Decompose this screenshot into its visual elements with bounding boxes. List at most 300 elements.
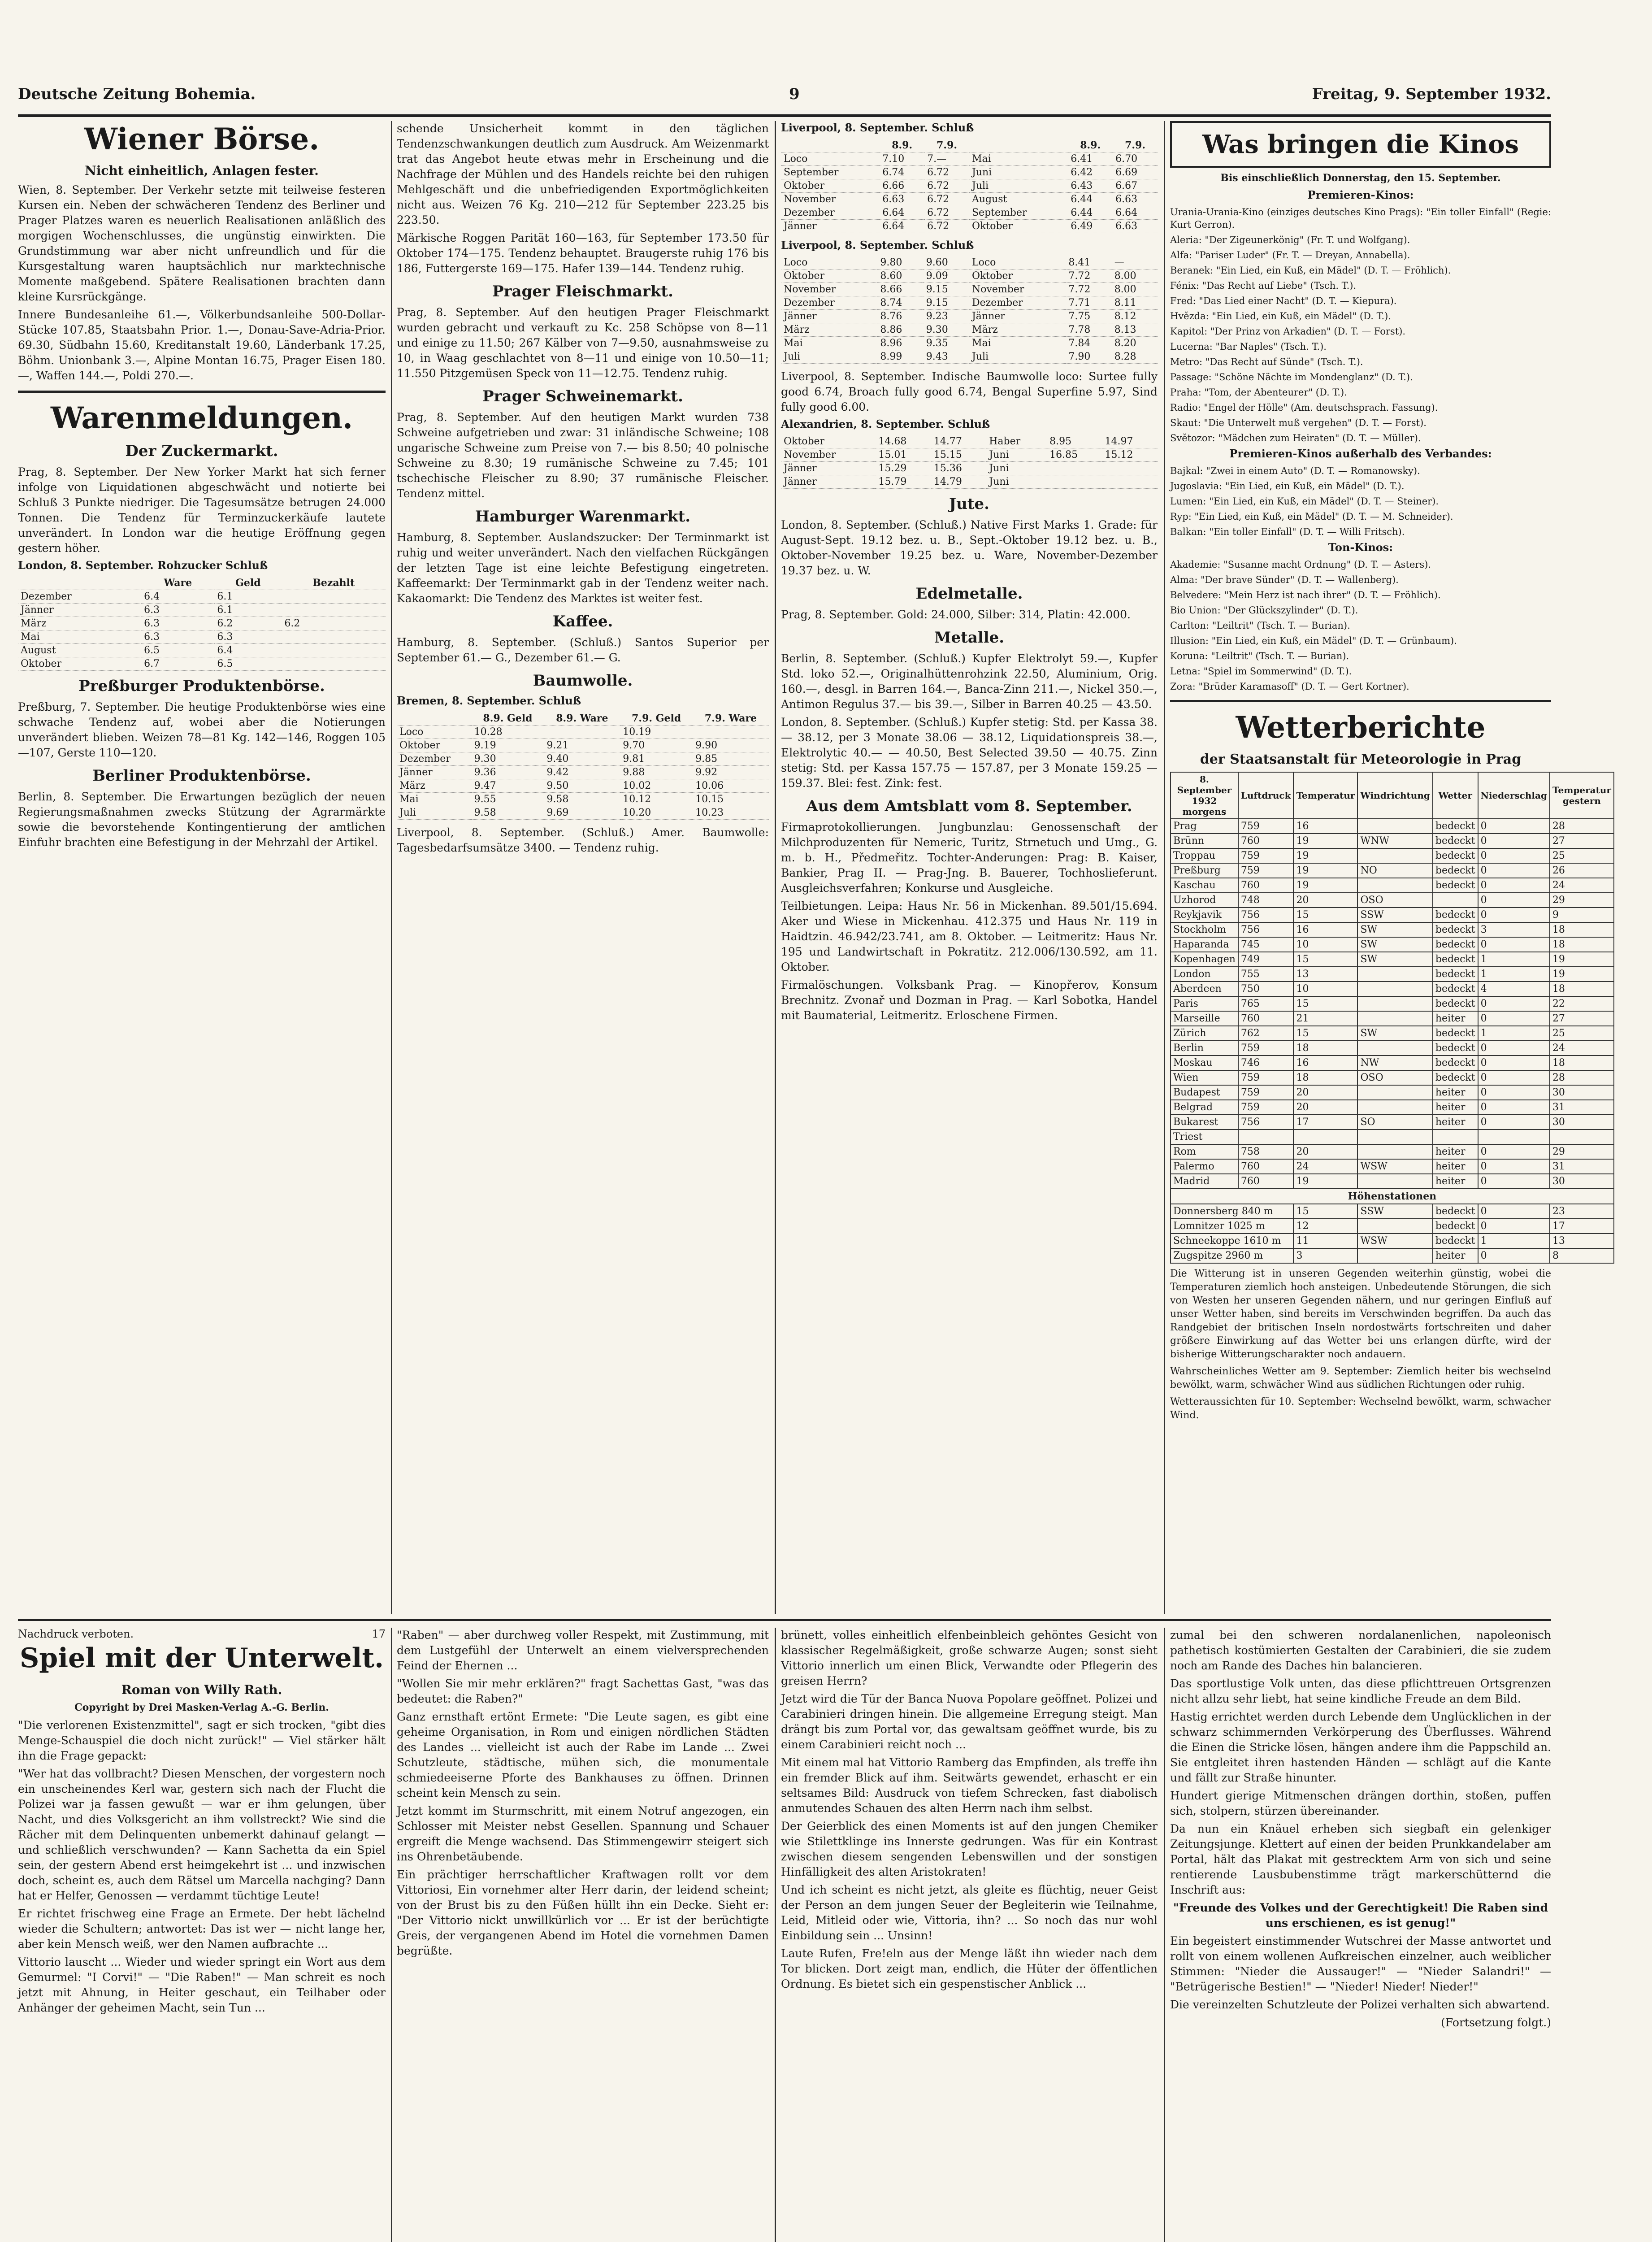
table-cell: 13	[1550, 1234, 1614, 1248]
roman-paragraph: Hastig errichtet werden durch Lebende dem Unglücklichen in der schwarz schimmernden Verkörperung des Überflusses. Während die Einen die Stricke lösen, hängen andere ihm die Pappschild an. Sie entgleitet ihren hastenden Händen — schlägt auf die Kante und fällt zur Straße hinunter.	[1170, 1710, 1551, 1784]
table-row	[1171, 1144, 1614, 1159]
table-cell: Oktober	[397, 739, 472, 752]
table-cell: bedeckt	[1433, 1026, 1478, 1041]
table-cell: 0	[1478, 863, 1550, 878]
table-header: 7.9. Ware	[693, 712, 769, 726]
table-cell: 765	[1238, 996, 1294, 1011]
table-cell: Rom	[1171, 1144, 1238, 1159]
table-cell: 6.2	[282, 617, 386, 630]
roman-paragraph: brünett, volles einheitlich elfenbeinbleich gehöntes Gesicht von klassischer Regelmäßigkeit, große schwarze Augen; sonst sieht Vittorio innerlich um einen Blick, Verwandte oder Pflegerin des greisen Herrn?	[781, 1629, 1158, 1687]
table-cell: 9.88	[620, 766, 693, 779]
market-paragraph: schende Unsicherheit kommt in den täglichen Tendenzschwankungen deutlich zum Ausdruck. Am Weizenmarkt trat das Angebot heute etwas mehr in Erscheinung und die Nachfrage der Mühlen und des Handels reichte bei den ruhigen Mehlgeschäft und die unbefriedigenden Exportmöglichkeiten nicht aus. Weizen 76 Kg. 210—212 für September 223.25 bis 223.50.	[397, 122, 769, 226]
table-header: 7.9.	[1113, 139, 1158, 152]
table-cell: Uzhorod	[1171, 893, 1238, 908]
table-cell: 0	[1478, 1144, 1550, 1159]
table-cell	[282, 657, 386, 671]
table-cell	[1102, 462, 1158, 475]
table-cell	[1357, 1041, 1432, 1056]
table-cell: Oktober	[781, 179, 880, 193]
table-cell: 15.36	[931, 462, 986, 475]
table-cell: heiter	[1433, 1011, 1478, 1026]
table-row	[781, 193, 1158, 206]
table-cell: 10.12	[620, 793, 693, 806]
amtsblatt-text: Firmalöschungen. Volksbank Prag. — Kinopřerov, Konsum Brechnitz. Zvonař und Dozman in Prag. — Karl Sobotka, Handel mit Baumaterial, Leitmeritz. Erloschene Firmen.	[781, 978, 1158, 1022]
table-cell	[544, 726, 620, 739]
table-cell: Mai	[781, 337, 877, 350]
table-cell	[1357, 1100, 1432, 1115]
table-cell: 748	[1238, 893, 1294, 908]
table-cell: —	[1112, 256, 1158, 269]
hamburg-text: Hamburg, 8. September. Auslandszucker: Der Terminmarkt ist ruhig und weiter unverändert. Nach den vielfachen Rückgängen der letzten Tage ist eine leichte Befestigung eingetreten. Kaffeemarkt: Der Terminmarkt gab in der Tendenz weiter nach. Kakaomarkt: Die Tendenz des Marktes ist weiter fest.	[397, 531, 769, 605]
liverpool-table	[781, 139, 1158, 233]
table-cell: 745	[1238, 937, 1294, 952]
table-cell: heiter	[1433, 1248, 1478, 1263]
berlin-text: Berlin, 8. September. Die Erwartungen bezüglich der neuen Regierungsmaßnahmen zwecks Stützung der Agrarmärkte sowie die bevorstehende Kontingentierung der amtlichen Einfuhr brachten eine Befestigung in der Mehrzahl der Artikel.	[18, 790, 386, 849]
page-number: 9	[789, 85, 800, 103]
table-cell: 7.75	[1066, 310, 1111, 323]
table-cell: Reykjavik	[1171, 908, 1238, 922]
table-cell: 15.12	[1102, 448, 1158, 462]
table-cell: 0	[1478, 937, 1550, 952]
table-row	[1171, 1159, 1614, 1174]
table-cell: Jänner	[18, 604, 141, 617]
roman-paragraph: Ein prächtiger herrschaftlicher Kraftwagen rollt vor dem Vittoriosi, Ein vornehmer alter Herr darin, der leidend scheint; von der Brust bis zu den Füßen hüllt ihn ein Decke. Sieht er: "Der Vittorio nickt unwillkürlich vor ... Er ist der berüchtigte Greis, der vergangenen Abend im Hotel die vornehmen Damen begrüßte.	[397, 1868, 769, 1957]
table-cell: 9.30	[472, 752, 544, 766]
table-header: Bezahlt	[282, 576, 386, 590]
table-cell: 17	[1293, 1115, 1357, 1130]
table-cell: 6.63	[880, 193, 924, 206]
roman-paragraph: Laute Rufen, Fre!eln aus der Menge läßt ihn wieder nach dem Tor blicken. Dort zeigt man, endlich, die Hüter der öffentlichen Ordnung. Es bietet sich ein gespenstischer Anblick ...	[781, 1947, 1158, 1990]
table-cell: 0	[1478, 1070, 1550, 1085]
table-cell: 31	[1550, 1100, 1614, 1115]
table-header: Niederschlag	[1478, 772, 1550, 819]
table-cell: 9.15	[924, 283, 969, 296]
roman-paragraph: Mit einem mal hat Vittorio Ramberg das Empfinden, als treffe ihn ein fremder Blick auf ihm. Seitwärts gewendet, erhascht er ein seltsames Bild: Ausdruck von tiefem Schrecken, fast diabolisch anmutendes Schauen des alten Herrn nach ihm selbst.	[781, 1756, 1158, 1815]
table-cell: 6.5	[141, 644, 214, 657]
table-cell: Berlin	[1171, 1041, 1238, 1056]
table-cell: 8.28	[1112, 350, 1158, 364]
table-cell: 756	[1238, 908, 1294, 922]
table-cell: SSW	[1357, 908, 1432, 922]
table-header-row	[781, 139, 1158, 152]
metalle-text: Berlin, 8. September. (Schluß.) Kupfer Elektrolyt 59.—, Kupfer Std. loko 52.—, Originalhüttenrohzink 22.50, Aluminium, Orig. 160.—, desgl. in Barren 164.—, Banca-Zinn 211.—, Nickel 350.—, Antimon Regulus 37.— bis 39.—, Silber in Barren 40.25 — 43.50.	[781, 652, 1158, 711]
table-row	[781, 296, 1158, 310]
table-row	[781, 350, 1158, 364]
kino-entry: Urania-Urania-Kino (einziges deutsches Kino Prags): "Ein toller Einfall" (Regie: Kurt Gerron).	[1170, 207, 1551, 230]
table-cell: 9.40	[544, 752, 620, 766]
header-left: Deutsche Zeitung Bohemia.	[18, 85, 256, 103]
table-cell: 18	[1550, 982, 1614, 996]
table-cell: 10.15	[693, 793, 769, 806]
table-row	[397, 766, 769, 779]
table-cell: 8.76	[877, 310, 923, 323]
table-cell: Stockholm	[1171, 922, 1238, 937]
table-cell: 30	[1550, 1115, 1614, 1130]
table-cell: 30	[1550, 1174, 1614, 1189]
table-cell: September	[969, 206, 1068, 220]
table-cell	[1478, 1130, 1550, 1144]
table-cell: 6.4	[214, 644, 282, 657]
table-cell: Bukarest	[1171, 1115, 1238, 1130]
table-cell: Jänner	[397, 766, 472, 779]
table-cell: bedeckt	[1433, 1204, 1478, 1219]
pressburg-title: Preßburger Produktenbörse.	[78, 677, 325, 695]
table-cell: 0	[1478, 996, 1550, 1011]
table-cell: 19	[1293, 1174, 1357, 1189]
table-cell: 28	[1550, 1070, 1614, 1085]
table-cell: 26	[1550, 863, 1614, 878]
table-cell: 0	[1478, 1085, 1550, 1100]
table-cell: 29	[1550, 893, 1614, 908]
indische-text: Liverpool, 8. September. Indische Baumwolle loco: Surtee fully good 6.74, Broach fully good 6.74, Bengal Superfine 5.97, Sind fully good 6.00.	[781, 370, 1158, 413]
table-cell: Zugspitze 2960 m	[1171, 1248, 1293, 1263]
table-row	[1171, 1085, 1614, 1100]
roman-copyright: Copyright by Drei Masken-Verlag A.-G. Berlin.	[74, 1702, 329, 1713]
table-cell: bedeckt	[1433, 1219, 1478, 1234]
kino-entry: Bio Union: "Der Glückszylinder" (D. T.).	[1170, 605, 1358, 616]
table-cell: WSW	[1357, 1234, 1432, 1248]
section-rule	[1170, 700, 1551, 702]
table-cell: 8.60	[877, 269, 923, 283]
table-cell: 15	[1293, 1026, 1357, 1041]
roman-column-2	[397, 1628, 769, 2242]
liverpool2-heading: Liverpool, 8. September. Schluß	[781, 239, 974, 252]
roman-slogan: "Freunde des Volkes und der Gerechtigkeit! Die Raben sind uns erschienen, es ist genug!"	[1173, 1901, 1548, 1929]
table-cell: 9.30	[924, 323, 969, 337]
table-cell: 8.11	[1112, 296, 1158, 310]
table-cell: 16	[1293, 819, 1357, 834]
table-cell: 0	[1478, 1115, 1550, 1130]
kino-entry: Zora: "Brüder Karamasoff" (D. T. — Gert Kortner).	[1170, 681, 1409, 692]
table-row	[397, 739, 769, 752]
kino-entry: Akademie: "Susanne macht Ordnung" (D. T. — Asters).	[1170, 559, 1431, 570]
table-cell: 6.3	[141, 630, 214, 644]
table-cell: Dezember	[969, 296, 1066, 310]
weather-table	[1170, 772, 1614, 1264]
boerse-paragraph: Innere Bundesanleihe 61.—, Völkerbundsanleihe 500-Dollar-Stücke 107.85, Staatsbahn Prior. 1.—, Donau-Save-Adria-Prior. 69.30, Südbahn 15.60, Kreditanstalt 19.60, Länderbank 17.25, Böhm. Unionbank 3.—, Alpine Montan 16.75, Prager Eisen 180.—, Waffen 144.—, Poldi 270.—.	[18, 308, 386, 382]
jute-text: London, 8. September. (Schluß.) Native First Marks 1. Grade: für August-Sept. 19.12 bez. u. B., Sept.-Oktober 19.12 bez. u. B., Oktober-November 19.25 bez. u. Ware, November-Dezember 19.37 bez. u. W.	[781, 518, 1158, 577]
table-cell: bedeckt	[1433, 1041, 1478, 1056]
table-cell: 8.00	[1112, 269, 1158, 283]
kino-entry: Carlton: "Leiltrit" (Tsch. T. — Burian).	[1170, 620, 1350, 631]
column-rule	[391, 1628, 392, 2242]
table-cell: Kaschau	[1171, 878, 1238, 893]
table-row	[781, 152, 1158, 166]
table-row	[1171, 967, 1614, 982]
table-cell: bedeckt	[1433, 967, 1478, 982]
table-row	[1171, 908, 1614, 922]
table-cell: 10.02	[620, 779, 693, 793]
table-cell: bedeckt	[1433, 982, 1478, 996]
weather-text: Wetteraussichten für 10. September: Wechselnd bewölkt, warm, schwacher Wind.	[1170, 1396, 1551, 1421]
table-cell: WNW	[1357, 834, 1432, 848]
edelmetalle-title: Edelmetalle.	[915, 585, 1023, 603]
table-cell: 8.12	[1112, 310, 1158, 323]
bremen-heading: Bremen, 8. September. Schluß	[397, 694, 581, 707]
table-cell: 8	[1550, 1248, 1614, 1263]
table-row	[18, 604, 386, 617]
table-cell: 1	[1478, 1234, 1550, 1248]
kino-entry: Praha: "Tom, der Abenteurer" (D. T.).	[1170, 387, 1347, 398]
table-cell: 9.80	[877, 256, 923, 269]
table-cell: 18	[1293, 1070, 1357, 1085]
table-cell: Haber	[986, 435, 1047, 448]
table-cell: 12	[1293, 1219, 1357, 1234]
table-cell: 6.1	[214, 604, 282, 617]
alexandrien-heading: Alexandrien, 8. September. Schluß	[781, 417, 990, 430]
table-cell: NW	[1357, 1056, 1432, 1070]
table-cell: November	[781, 448, 876, 462]
table-row	[397, 806, 769, 820]
table-cell: November	[781, 193, 880, 206]
amtsblatt-title: Aus dem Amtsblatt vom 8. September.	[806, 797, 1132, 815]
table-cell: 7.84	[1066, 337, 1111, 350]
kino-entry: Kapitol: "Der Prinz von Arkadien" (D. T. — Forst).	[1170, 326, 1406, 337]
column-kino-wetter	[1170, 121, 1611, 1614]
column-rule	[775, 121, 776, 1614]
table-cell: bedeckt	[1433, 922, 1478, 937]
table-cell: Oktober	[781, 269, 877, 283]
table-cell: November	[781, 283, 877, 296]
kaffee-title: Kaffee.	[552, 613, 613, 630]
table-header	[18, 576, 141, 590]
table-cell	[1357, 967, 1432, 982]
table-cell	[282, 644, 386, 657]
table-row	[781, 179, 1158, 193]
kino-entry: Balkan: "Ein toller Einfall" (D. T. — Willi Fritsch).	[1170, 526, 1405, 537]
table-cell: 8.99	[877, 350, 923, 364]
jute-title: Jute.	[949, 495, 989, 513]
table-cell: Jänner	[781, 310, 877, 323]
table-header	[781, 139, 880, 152]
table-cell: 6.43	[1068, 179, 1113, 193]
table-cell: SSW	[1357, 1204, 1432, 1219]
table-cell: OSO	[1357, 893, 1432, 908]
table-cell	[1357, 982, 1432, 996]
kino-entry: Hvězda: "Ein Lied, ein Kuß, ein Mädel" (D. T.).	[1170, 311, 1392, 322]
table-cell: 19	[1293, 848, 1357, 863]
column-markets	[397, 121, 769, 1614]
table-cell: 9.19	[472, 739, 544, 752]
kino-entry: Beranek: "Ein Lied, ein Kuß, ein Mädel" (D. T. — Fröhlich).	[1170, 265, 1451, 276]
table-cell: 25	[1550, 1026, 1614, 1041]
table-cell: 6.3	[214, 630, 282, 644]
table-cell: 7.10	[880, 152, 924, 166]
roman-paragraph: Er richtet frischweg eine Frage an Ermete. Der hebt lächelnd wieder die Schultern; antwortet: Das ist wer — nicht lange her, aber kein Mensch weiß, wer den Namen aufbrachte ...	[18, 1907, 386, 1951]
table-cell: 19	[1550, 952, 1614, 967]
table-cell: 8.95	[1047, 435, 1102, 448]
table-cell: 15	[1293, 996, 1357, 1011]
table-cell: 24	[1550, 1041, 1614, 1056]
table-cell: 6.7	[141, 657, 214, 671]
kino-entry: Bajkal: "Zwei in einem Auto" (D. T. — Romanowsky).	[1170, 465, 1420, 476]
table-header: 8.9. Ware	[544, 712, 620, 726]
table-cell: 6.63	[1113, 220, 1158, 233]
table-cell	[1433, 893, 1478, 908]
table-cell: 22	[1550, 996, 1614, 1011]
table-cell: 20	[1293, 1085, 1357, 1100]
installment-number: 17	[372, 1628, 386, 1640]
table-cell	[1357, 1144, 1432, 1159]
metalle-title: Metalle.	[934, 629, 1005, 647]
table-cell: 6.74	[880, 166, 924, 179]
table-cell: Jänner	[781, 462, 876, 475]
table-cell: 756	[1238, 922, 1294, 937]
table-cell: 9.42	[544, 766, 620, 779]
table-header: Wetter	[1433, 772, 1478, 819]
table-row	[781, 462, 1158, 475]
table-cell: 6.64	[880, 220, 924, 233]
table-cell: 7.—	[924, 152, 969, 166]
table-cell: 1	[1478, 1026, 1550, 1041]
table-cell: NO	[1357, 863, 1432, 878]
table-cell: 20	[1293, 1100, 1357, 1115]
table-cell: 6.69	[1113, 166, 1158, 179]
kino-subtitle: Bis einschließlich Donnerstag, den 15. September.	[1220, 172, 1501, 184]
table-row	[781, 269, 1158, 283]
table-cell: Juni	[986, 448, 1047, 462]
roman-paragraph: Ganz ernsthaft ertönt Ermete: "Die Leute sagen, es gibt eine geheime Organisation, in Rom und einigen nördlichen Städten des Landes ... vielleicht ist auch der Rabe im Lande ... Zwei Schutzleute, städtische, mühen sich, die monumentale schmiedeeiserne Pforte des Bankhauses zu öffnen. Drinnen scheint kein Mensch zu sein.	[397, 1710, 769, 1799]
kino-entry: Jugoslavia: "Ein Lied, ein Kuß, ein Mädel" (D. T.).	[1170, 481, 1405, 491]
amtsblatt-text: Teilbietungen. Leipa: Haus Nr. 56 in Mickenhan. 89.501/15.694. Aker und Wiese in Mickenhau. 412.375 und Haus Nr. 119 in Haidtzin. 46.942/23.741, am 8. Oktober. — Leitmeritz: Haus Nr. 195 und Landwirtschaft in Pokratitz. 212.006/130.592, am 11. Oktober.	[781, 899, 1158, 973]
table-cell: 27	[1550, 834, 1614, 848]
table-header: Ware	[141, 576, 214, 590]
roman-column-3	[781, 1628, 1158, 2242]
table-cell: 10.23	[693, 806, 769, 820]
table-cell: 759	[1238, 848, 1294, 863]
section-rule	[18, 391, 386, 393]
hoehen-heading: Höhenstationen	[1171, 1189, 1614, 1204]
table-cell: 6.41	[1068, 152, 1113, 166]
roman-meta	[18, 1628, 386, 1640]
kino-entry: Koruna: "Leiltrit" (Tsch. T. — Burian).	[1170, 651, 1349, 661]
table-cell: Lomnitzer 1025 m	[1171, 1219, 1293, 1234]
table-row	[1171, 1174, 1614, 1189]
table-cell	[1047, 462, 1102, 475]
roman-paragraph: "Wollen Sie mir mehr erklären?" fragt Sachettas Gast, "was das bedeutet: die Raben?"	[397, 1677, 769, 1705]
table-row	[781, 323, 1158, 337]
roman-paragraph: Der Geierblick des einen Moments ist auf den jungen Chemiker wie Stilettklinge ins Innerste gedrungen. Was für ein Kontrast zwischen diesem sengenden Lebenswillen und der sonstigen Hinfälligkeit des alten Aristokraten!	[781, 1820, 1158, 1878]
roman-paragraph: Da nun ein Knäuel erheben sich siegbaft ein gelenkiger Zeitungsjunge. Klettert auf einen der beiden Prunkkandelaber am Portal, hält das Plakat mit gestrecktem Arm von sich und seine rentierende Lausbubenstimme trägt markerschütternd die Inschrift aus:	[1170, 1822, 1551, 1896]
column-rule	[1164, 121, 1165, 1614]
table-cell: 6.3	[141, 604, 214, 617]
table-cell: Dezember	[781, 296, 877, 310]
table-cell: 15	[1293, 952, 1357, 967]
table-row	[1171, 1219, 1614, 1234]
kino-title-box	[1170, 121, 1551, 168]
pressburg-text: Preßburg, 7. September. Die heutige Produktenbörse wies eine schwache Tendenz auf, wobei aber die Notierungen unverändert blieben. Weizen 78—81 Kg. 142—146, Roggen 105—107, Gerste 110—120.	[18, 700, 386, 759]
roman-paragraph: "Wer hat das vollbracht? Diesen Menschen, der vorgestern noch ein unscheinendes Kerl war, gestern sich nach der Flucht die Polizei war ja fassen gewußt — war er ihm gelungen, über Nacht, und dies Volksgericht an ihm vollstreckt? Wie sind die Rächer mit dem Delinquenten unbemerkt dahinauf gelangt — und schließlich verschwunden? — Kann Sachetta da ein Spiel sein, der gestern Abend erst heimgekehrt ist ... und inzwischen doch, scheint es, auch dem Rätsel um Marcella nachging? Dann hat er Helfer, Genossen — verdammt tüchtige Leute!	[18, 1767, 386, 1902]
table-cell: 16.85	[1047, 448, 1102, 462]
table-row	[1171, 1204, 1614, 1219]
kino-list3-heading: Ton-Kinos:	[1328, 541, 1393, 554]
table-row	[1171, 922, 1614, 937]
column-rule	[391, 121, 392, 1614]
table-cell: 9.85	[693, 752, 769, 766]
table-cell	[693, 726, 769, 739]
table-row	[18, 644, 386, 657]
table-cell	[1357, 1248, 1432, 1263]
table-row	[397, 726, 769, 739]
boerse-title: Wiener Börse.	[84, 122, 320, 156]
table-header: Geld	[214, 576, 282, 590]
table-cell: Juli	[969, 350, 1066, 364]
table-cell: 8.20	[1112, 337, 1158, 350]
table-cell: Palermo	[1171, 1159, 1238, 1174]
table-cell: Juni	[969, 166, 1068, 179]
kino-entry: Alma: "Der brave Sünder" (D. T. — Wallenberg).	[1170, 574, 1399, 585]
roman-paragraph: zumal bei den schweren nordalanenlichen, napoleonisch pathetisch kostümierten Gestalten der Carabinieri, die sie zudem noch am Rande des Daches hin balancieren.	[1170, 1629, 1551, 1672]
weather-text: Wahrscheinliches Wetter am 9. September: Ziemlich heiter bis wechselnd bewölkt, warm, schwächer Wind aus südlichen Richtungen oder ruhig.	[1170, 1366, 1551, 1390]
table-cell: 7.72	[1066, 269, 1111, 283]
table-cell: Moskau	[1171, 1056, 1238, 1070]
table-cell: März	[18, 617, 141, 630]
roman-paragraph: "Raben" — aber durchweg voller Respekt, mit Zustimmung, mit dem Lustgefühl der Unterwelt an einem vielversprechenden Feind der Ehernen ...	[397, 1629, 769, 1672]
weather-text: Die Witterung ist in unseren Gegenden weiterhin günstig, wobei die Temperaturen ziemlich hoch ansteigen. Unbedeutende Störungen, die sich von Westen her unseren Gegenden nähern, und nur geringen Einfluß auf unser Wetter haben, sind bereits im Verschwinden begriffen. Da auch das Randgebiet der britischen Inseln nordostwärts fortschreiten und daher größere Einwirkung auf das Wetter bei uns erlangen dürfte, wird der bisherige Witterungscharakter noch andauern.	[1170, 1268, 1551, 1360]
table-cell: 759	[1238, 1100, 1294, 1115]
column-rule	[1164, 1628, 1165, 2242]
table-cell: 6.72	[924, 193, 969, 206]
table-cell: Belgrad	[1171, 1100, 1238, 1115]
table-cell: Donnersberg 840 m	[1171, 1204, 1293, 1219]
table-row	[781, 448, 1158, 462]
table-cell	[1357, 1011, 1432, 1026]
table-row	[1171, 878, 1614, 893]
table-cell: WSW	[1357, 1159, 1432, 1174]
table-row	[1171, 863, 1614, 878]
table-cell: 15	[1293, 1204, 1357, 1219]
table-cell: 18	[1293, 1041, 1357, 1056]
table-cell	[1102, 475, 1158, 489]
liverpool2-table	[781, 256, 1158, 364]
table-cell: 750	[1238, 982, 1294, 996]
table-header: 7.9. Geld	[620, 712, 693, 726]
table-cell: 24	[1550, 878, 1614, 893]
table-header: Luftdruck	[1238, 772, 1294, 819]
table-cell	[1433, 1130, 1478, 1144]
boerse-paragraph: Wien, 8. September. Der Verkehr setzte mit teilweise festeren Kursen ein. Neben der schwächeren Tendenz des Berliner und Prager Platzes waren es neuerlich Realisationen anläßlich des morgigen Wochenschlusses, die ungünstig einwirkten. Die Grundstimmung war aber nicht unfreundlich und für die Kursgestaltung waren hauptsächlich nur marktechnische Momente maßgebend. Spätere Realisationen brachten dann kleine Kursrückgänge.	[18, 183, 386, 303]
zucker-title: Der Zuckermarkt.	[125, 442, 278, 460]
table-cell: 8.66	[877, 283, 923, 296]
table-cell: 9.58	[472, 806, 544, 820]
table-row	[1171, 1056, 1614, 1070]
table-row	[18, 590, 386, 604]
table-cell	[282, 604, 386, 617]
table-cell: 8.00	[1112, 283, 1158, 296]
table-cell: 746	[1238, 1056, 1294, 1070]
liverpool-heading: Liverpool, 8. September. Schluß	[781, 121, 974, 134]
table-cell: 3	[1478, 922, 1550, 937]
table-cell: Preßburg	[1171, 863, 1238, 878]
table-cell: 9.69	[544, 806, 620, 820]
table-cell: 19	[1550, 967, 1614, 982]
table-cell: Loco	[397, 726, 472, 739]
table-cell: 0	[1478, 1248, 1550, 1263]
table-cell	[1357, 1219, 1432, 1234]
table-cell: Oktober	[781, 435, 876, 448]
table-row	[1171, 982, 1614, 996]
table-cell: 0	[1478, 1056, 1550, 1070]
table-cell: 9.47	[472, 779, 544, 793]
table-cell: 0	[1478, 1159, 1550, 1174]
kaffee-text: Hamburg, 8. September. (Schluß.) Santos Superior per September 61.— G., Dezember 61.— G.	[397, 636, 769, 664]
table-cell: Jänner	[781, 220, 880, 233]
table-cell: bedeckt	[1433, 952, 1478, 967]
table-cell: 758	[1238, 1144, 1294, 1159]
table-row	[1171, 1189, 1614, 1204]
table-header-row	[18, 576, 386, 590]
table-cell: 20	[1293, 1144, 1357, 1159]
